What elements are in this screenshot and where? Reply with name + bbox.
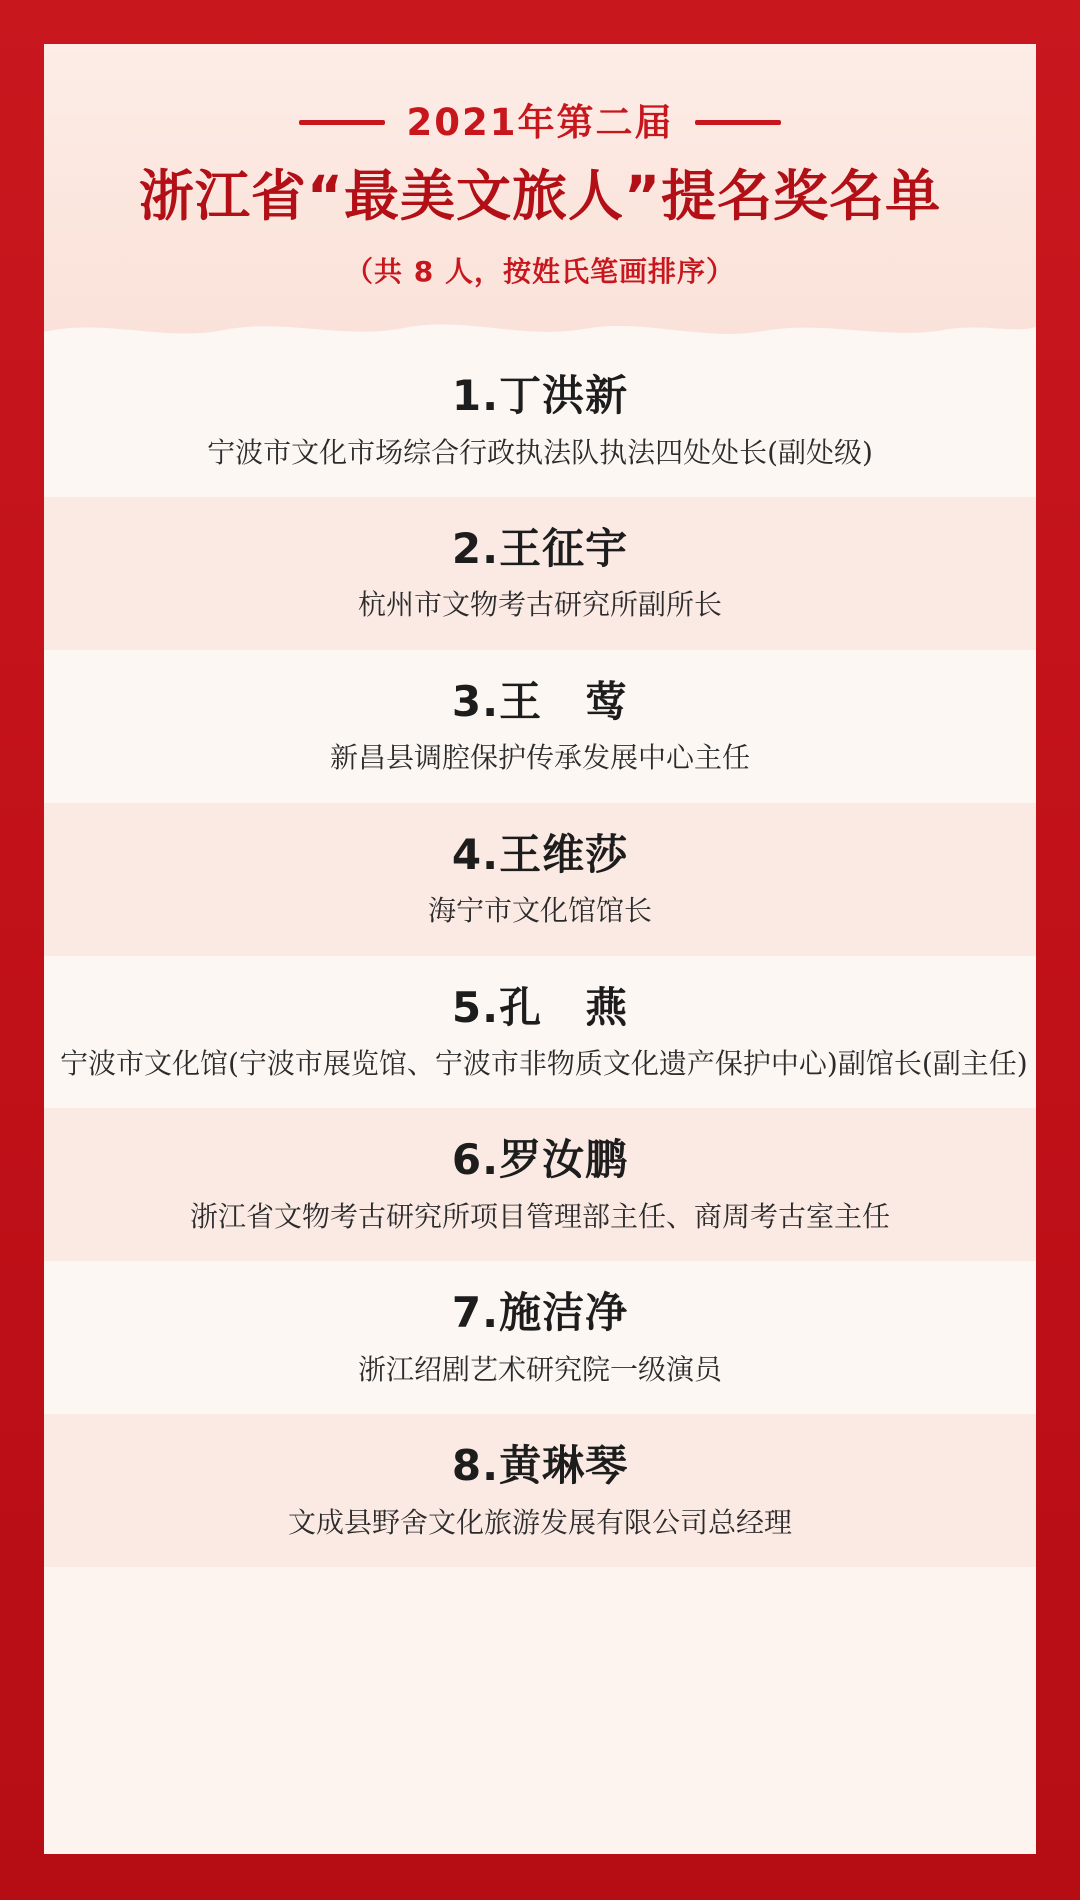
nominee-name: 6.罗汝鹏 (451, 1135, 629, 1185)
eyebrow-text: 2021年第二届 (406, 101, 674, 144)
list-item (44, 956, 1036, 1109)
list-item (44, 1108, 1036, 1261)
page-title: 浙江省“最美文旅人”提名奖名单 (138, 164, 942, 228)
nominee-title: 新昌县调腔保护传承发展中心主任 (329, 741, 750, 775)
nominee-title: 杭州市文物考古研究所副所长 (357, 588, 722, 622)
rule-right-decoration (695, 120, 781, 125)
nominee-name: 7.施洁净 (451, 1288, 629, 1338)
list-item (44, 650, 1036, 803)
eyebrow-row (44, 101, 1036, 144)
nominee-title: 浙江绍剧艺术研究院一级演员 (357, 1352, 722, 1386)
nominee-title: 宁波市文化馆(宁波市展览馆、宁波市非物质文化遗产保护中心)副馆长(副主任) (60, 1047, 1028, 1081)
nominee-title: 浙江省文物考古研究所项目管理部主任、商周考古室主任 (189, 1199, 890, 1233)
list-item (44, 1261, 1036, 1414)
rule-left-decoration (299, 120, 385, 125)
nominee-name: 2.王征宇 (451, 523, 629, 573)
nominee-title: 文成县野舍文化旅游发展有限公司总经理 (287, 1505, 792, 1539)
nominee-name: 1.丁洪新 (451, 371, 629, 420)
list-item (44, 497, 1036, 650)
list-item (44, 803, 1036, 956)
nominee-title: 海宁市文化馆馆长 (427, 894, 652, 928)
nominee-name: 5.孔 燕 (451, 982, 629, 1032)
list-item (44, 344, 1036, 497)
nominee-title: 宁波市文化市场综合行政执法队执法四处处长(副处级) (207, 435, 873, 469)
nominee-name: 8.黄琳琴 (451, 1441, 629, 1491)
list-item (44, 1414, 1036, 1567)
nominee-name: 4.王维莎 (451, 829, 629, 879)
poster-header (44, 44, 1036, 344)
poster-card (44, 44, 1036, 1854)
page-subtitle: （共 8 人，按姓氏笔画排序） (345, 255, 735, 289)
nominee-list (44, 344, 1036, 1567)
nominee-name: 3.王 莺 (451, 676, 629, 726)
torn-paper-divider (44, 312, 1036, 346)
